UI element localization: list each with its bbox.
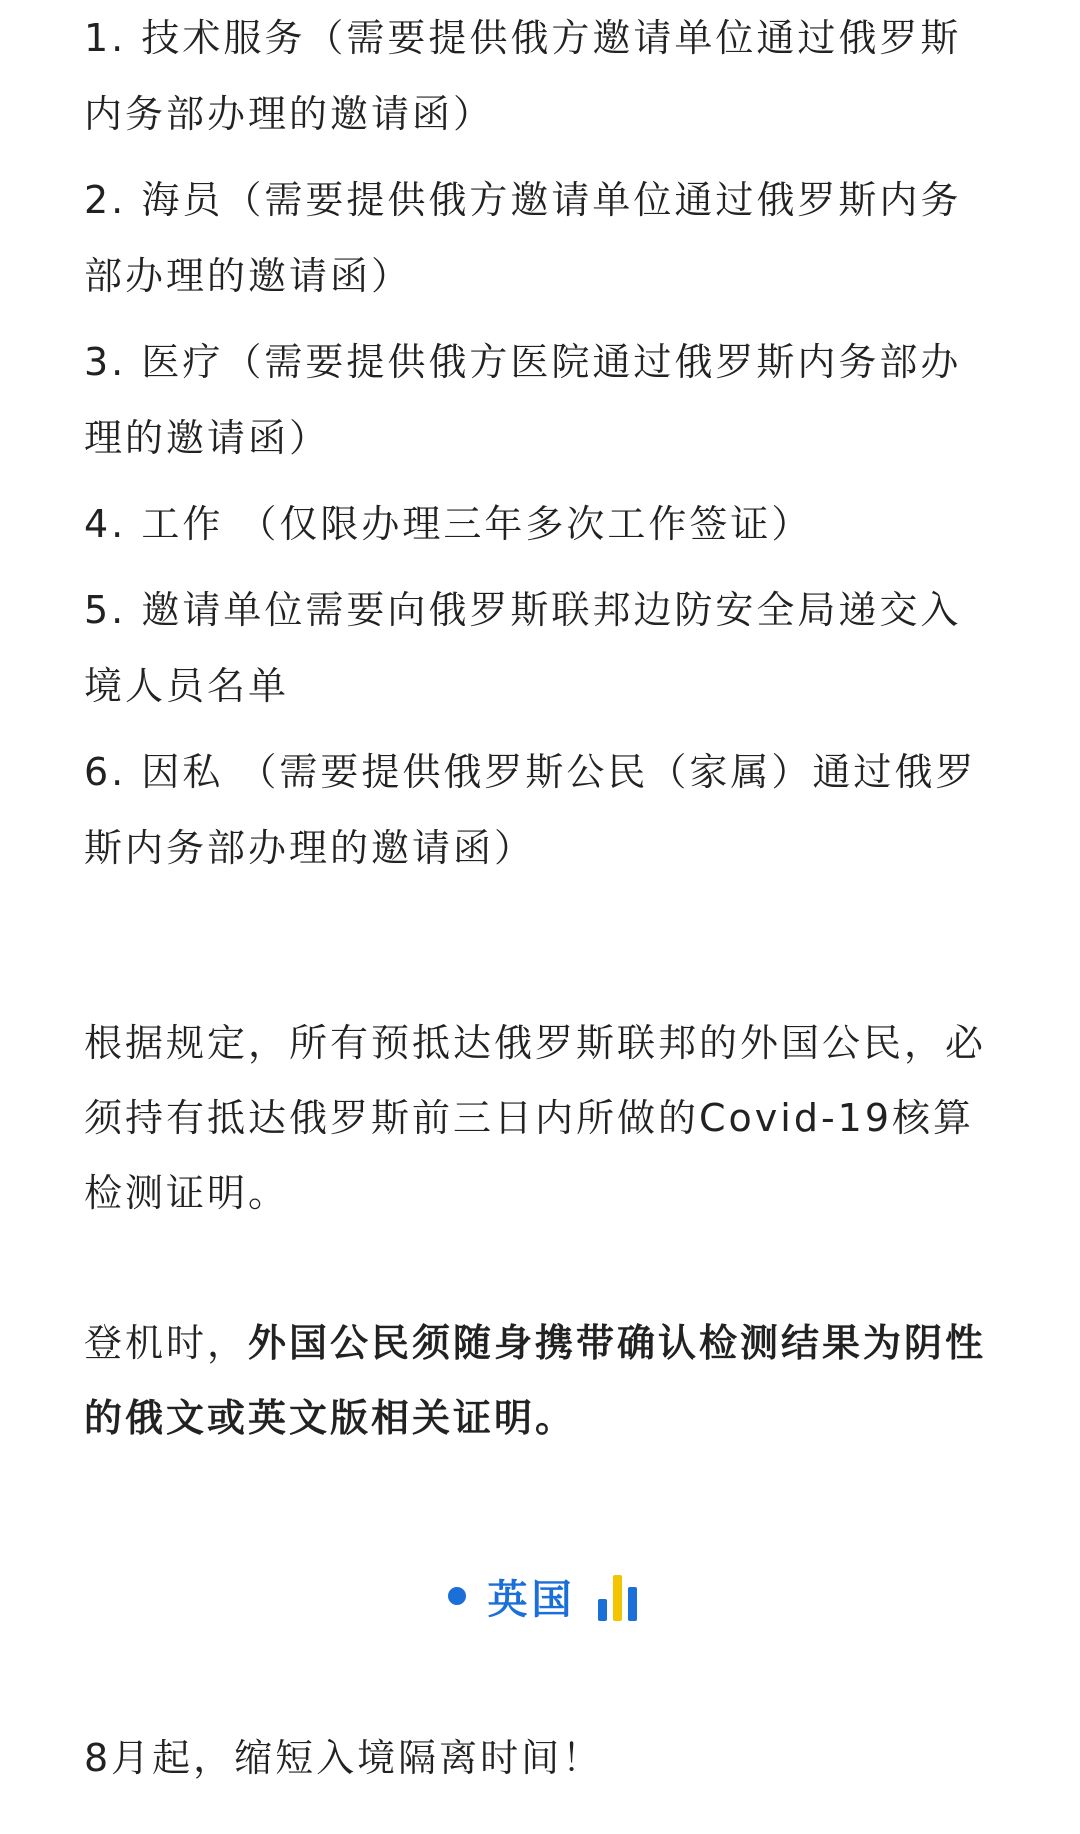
boarding-paragraph-lead: 登机时，: [84, 1321, 249, 1365]
section-heading-uk: [84, 1566, 1000, 1626]
bar-chart-icon: [598, 1571, 637, 1621]
list-item-3: 3. 医疗（需要提供俄方医院通过俄罗斯内务部办理的邀请函）: [84, 340, 962, 460]
bar-chart-icon-bar: [613, 1575, 622, 1621]
list-item-4: 4. 工作 （仅限办理三年多次工作签证）: [84, 502, 813, 546]
quarantine-paragraph: 8月起，缩短入境隔离时间！: [84, 1736, 604, 1780]
covid-test-paragraph: 根据规定，所有预抵达俄罗斯联邦的外国公民，必须持有抵达俄罗斯前三日内所做的Covid-19核算检测证明。: [84, 1021, 987, 1215]
section-heading-text: 英国: [487, 1576, 576, 1623]
article-body: [84, 0, 1000, 1834]
bar-chart-icon-bar: [628, 1587, 637, 1621]
boarding-paragraph-emphasis: 外国公民须随身携带确认检测结果为阴性的俄文或英文版相关证明。: [84, 1321, 987, 1440]
bar-chart-icon-bar: [598, 1599, 607, 1621]
list-item-5: 5. 邀请单位需要向俄罗斯联邦边防安全局递交入境人员名单: [84, 588, 962, 708]
list-item-2: 2. 海员（需要提供俄方邀请单位通过俄罗斯内务部办理的邀请函）: [84, 178, 962, 298]
bullet-dot-icon: [448, 1587, 466, 1605]
boarding-paragraph: [84, 1306, 1000, 1456]
list-item-1: 1. 技术服务（需要提供俄方邀请单位通过俄罗斯内务部办理的邀请函）: [84, 16, 962, 136]
list-item-6: 6. 因私 （需要提供俄罗斯公民（家属）通过俄罗斯内务部办理的邀请函）: [84, 750, 977, 870]
